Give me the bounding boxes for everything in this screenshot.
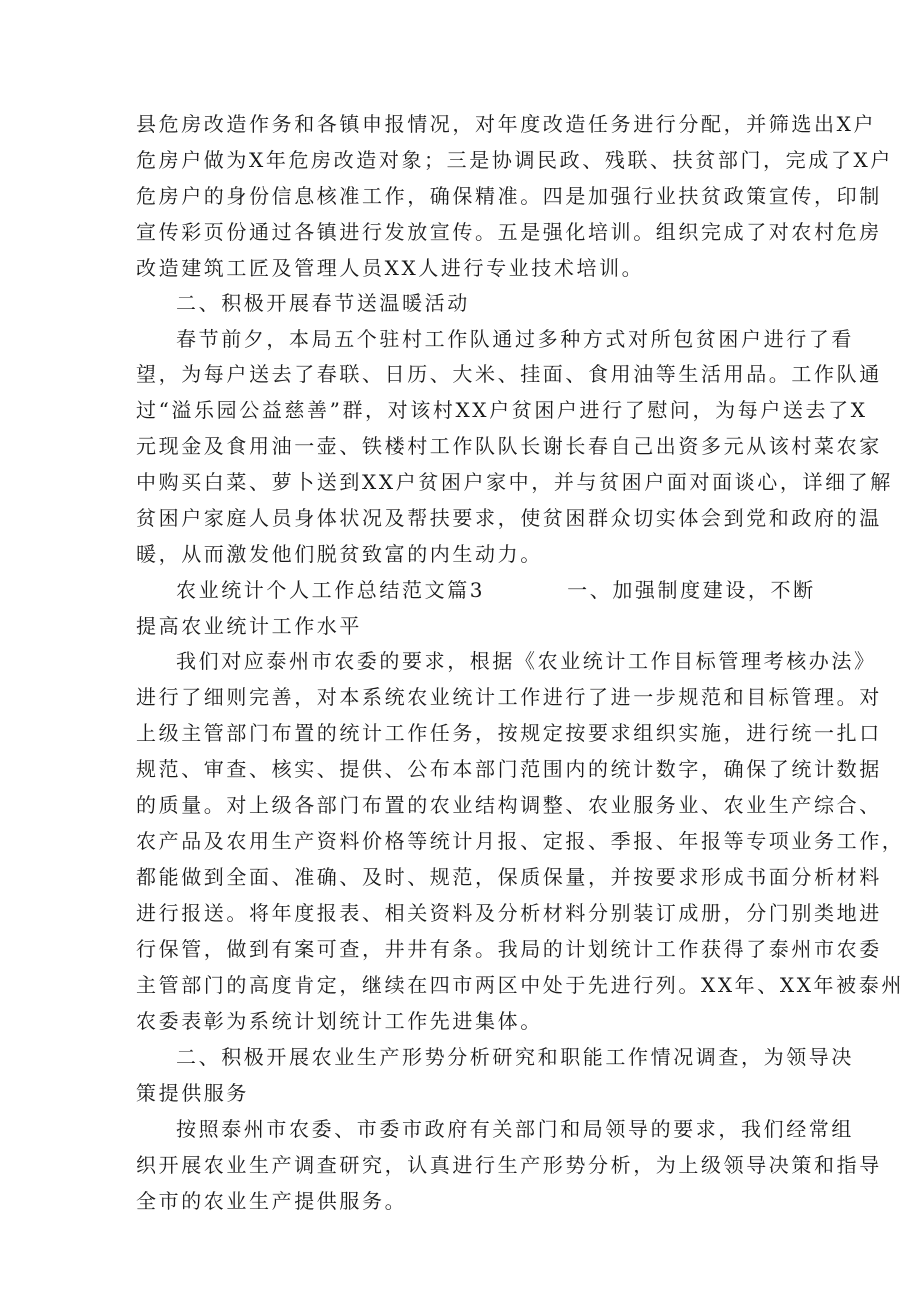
body-line: 改造建筑工匠及管理人员XX人进行专业技术培训。 bbox=[136, 256, 645, 280]
body-line: 上级主管部门布置的统计工作任务，按规定按要求组织实施，进行统一扎口 bbox=[136, 721, 882, 745]
body-line: 暖，从而激发他们脱贫致富的内生动力。 bbox=[136, 542, 543, 566]
body-line: 的质量。对上级各部门布置的农业结构调整、农业服务业、农业生产综合、 bbox=[136, 793, 882, 817]
body-line: 织开展农业生产调查研究，认真进行生产形势分析，为上级领导决策和指导 bbox=[136, 1153, 882, 1177]
body-line: 宣传彩页份通过各镇进行发放宣传。五是强化培训。组织完成了对农村危房 bbox=[136, 220, 882, 244]
body-line: 行保管，做到有案可查，井井有条。我局的计划统计工作获得了泰州市农委 bbox=[136, 937, 882, 961]
body-line: 进行了细则完善，对本系统农业统计工作进行了进一步规范和目标管理。对 bbox=[136, 685, 882, 709]
section-heading: 二、积极开展农业生产形势分析研究和职能工作情况调查，为领导决 bbox=[176, 1045, 854, 1069]
body-line: 都能做到全面、准确、及时、规范，保质保量，并按要求形成书面分析材料 bbox=[136, 865, 882, 889]
body-line: 全市的农业生产提供服务。 bbox=[136, 1189, 408, 1213]
body-line: 我们对应泰州市农委的要求，根据《农业统计工作目标管理考核办法》 bbox=[176, 649, 877, 673]
section-heading-cont: 提高农业统计工作水平 bbox=[136, 614, 362, 638]
body-line: 元现金及食用油一壶、铁楼村工作队队长谢长春自己出资多元从该村菜农家 bbox=[136, 434, 882, 458]
body-line: 贫困户家庭人员身体状况及帮扶要求，使贫困群众切实体会到党和政府的温 bbox=[136, 506, 882, 530]
section-heading: 二、积极开展春节送温暖活动 bbox=[176, 291, 470, 315]
body-line: 进行报送。将年度报表、相关资料及分析材料分别装订成册，分门别类地进 bbox=[136, 901, 882, 925]
body-line: 中购买白菜、萝卜送到XX户贫困户家中，并与贫困户面对面谈心，详细了解 bbox=[136, 470, 893, 494]
body-line: 春节前夕，本局五个驻村工作队通过多种方式对所包贫困户进行了看 bbox=[176, 327, 854, 351]
body-line: 县危房改造作务和各镇申报情况，对年度改造任务进行分配，并筛选出X户 bbox=[136, 112, 877, 136]
body-line: 按照泰州市农委、市委市政府有关部门和局领导的要求，我们经常组 bbox=[176, 1117, 854, 1141]
body-line: 过“溢乐园公益慈善”群，对该村XX户贫困户进行了慰问，为每户送去了X bbox=[136, 398, 868, 422]
body-line: 农产品及农用生产资料价格等统计月报、定报、季报、年报等专项业务工作， bbox=[136, 829, 905, 853]
body-line: 危房户做为X年危房改造对象；三是协调民政、残联、扶贫部门，完成了X户 bbox=[136, 148, 893, 172]
body-line: 危房户的身份信息核准工作，确保精准。四是加强行业扶贫政策宣传，印制 bbox=[136, 184, 882, 208]
section-heading-cont: 策提供服务 bbox=[136, 1081, 249, 1105]
section-heading: 一、加强制度建设，不断 bbox=[567, 578, 816, 602]
body-line: 望，为每户送去了春联、日历、大米、挂面、食用油等生活用品。工作队通 bbox=[136, 362, 882, 386]
article-title: 农业统计个人工作总结范文篇3 bbox=[176, 578, 486, 602]
body-line: 农委表彰为系统计划统计工作先进集体。 bbox=[136, 1009, 543, 1033]
body-line: 规范、审查、核实、提供、公布本部门范围内的统计数字，确保了统计数据 bbox=[136, 757, 882, 781]
article-title-line bbox=[176, 574, 816, 607]
body-line: 主管部门的高度肯定，继续在四市两区中处于先进行列。XX年、XX年被泰州 bbox=[136, 973, 904, 997]
